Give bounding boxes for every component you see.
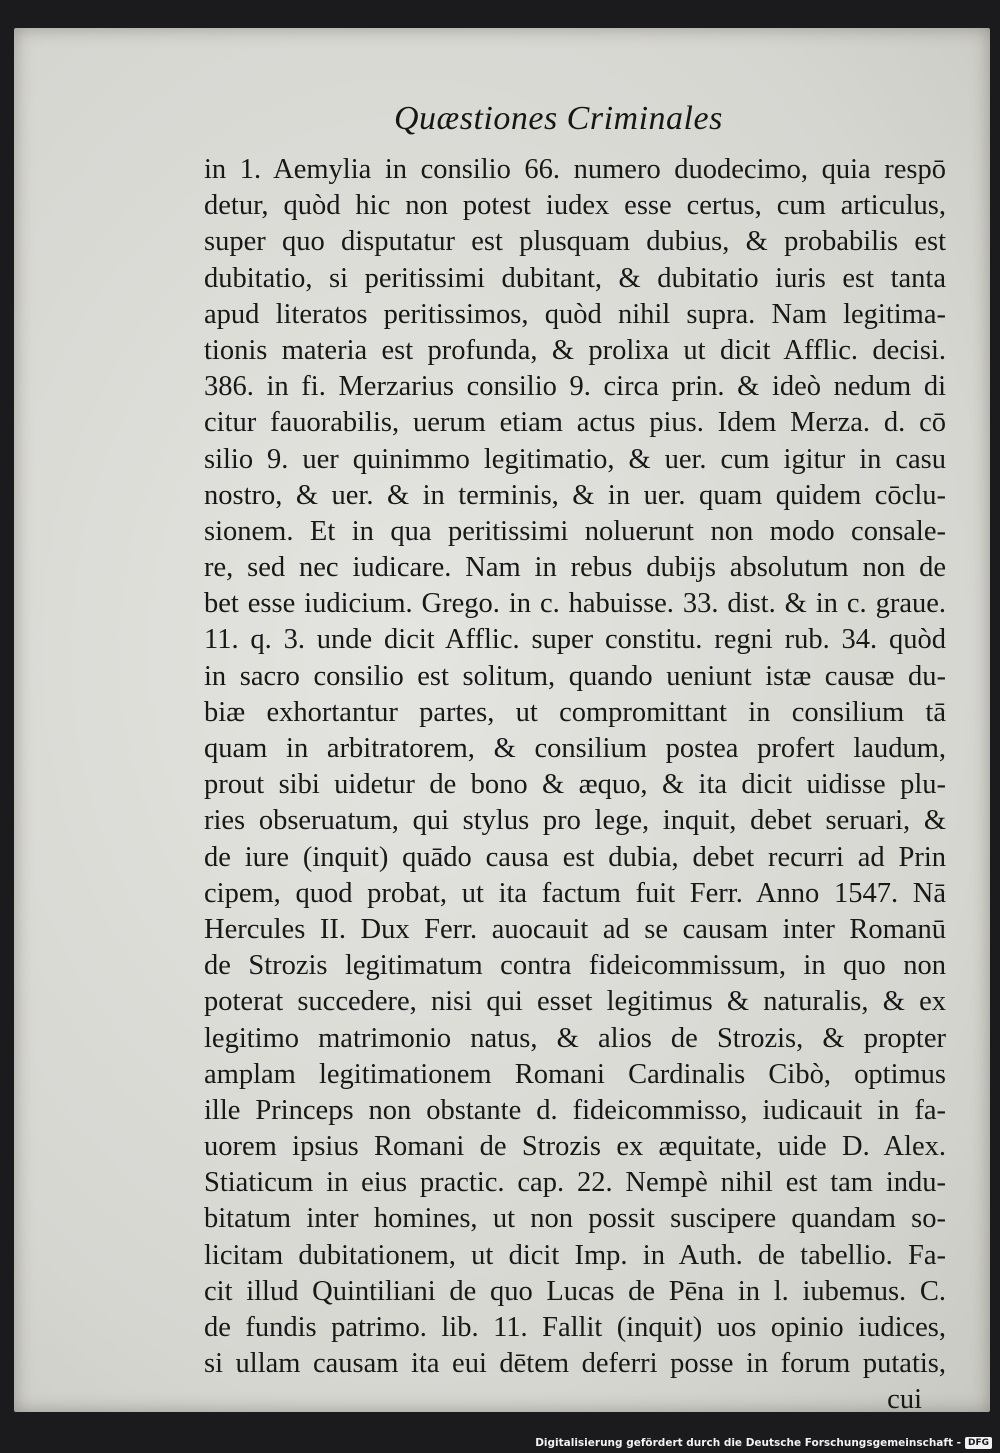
- text-line: prout sibi uidetur de bono & æquo, & ita dicit uidisse plu-: [204, 769, 946, 801]
- text-line: quam in arbitratorem, & consilium postea profert laudum,: [204, 733, 946, 764]
- text-line: re, sed nec iudicare. Nam in rebus dubijs absolutum non de: [204, 552, 946, 584]
- digitization-credit: [535, 1437, 992, 1449]
- catchword: cui: [887, 1384, 922, 1416]
- text-line: 386. in fi. Merzarius consilio 9. circa prin. & ideò nedum di: [204, 371, 946, 403]
- book-page: [14, 28, 990, 1416]
- text-line: in 1. Aemylia in consilio 66. numero duodecimo, quia respō: [204, 154, 946, 185]
- text-line: in sacro consilio est solitum, quando ueniunt istæ causæ du-: [204, 660, 946, 692]
- body-text: [204, 152, 946, 1419]
- text-line: uorem ipsius Romani de Strozis ex æquitate, uide D. Alex.: [204, 1131, 946, 1163]
- text-line: sionem. Et in qua peritissimi noluerunt non modo consale-: [204, 515, 946, 547]
- dfg-logo-icon: DFG: [965, 1437, 992, 1449]
- text-line: amplam legitimationem Romani Cardinalis Cibò, optimus: [204, 1058, 946, 1090]
- running-head: Quæstiones Criminales: [394, 100, 723, 137]
- text-line: nostro, & uer. & in terminis, & in uer. quam quidem cōclu-: [204, 479, 946, 511]
- text-line: 11. q. 3. unde dicit Afflic. super constitu. regni rub. 34. quòd: [204, 624, 946, 656]
- text-line: si ullam causam ita eui dētem deferri posse in forum putatis,: [204, 1348, 946, 1380]
- text-line: Stiaticum in eius practic. cap. 22. Nempè nihil est tam indu-: [204, 1167, 946, 1199]
- text-line: ries obseruatum, qui stylus pro lege, inquit, debet seruari, &: [204, 805, 946, 837]
- text-line: licitam dubitationem, ut dicit Imp. in Auth. de tabellio. Fa-: [204, 1239, 946, 1271]
- text-line: apud literatos peritissimos, quòd nihil supra. Nam legitima-: [204, 298, 946, 330]
- text-line: detur, quòd hic non potest iudex esse certus, cum articulus,: [204, 190, 946, 222]
- text-line: legitimo matrimonio natus, & alios de Strozis, & propter: [204, 1022, 946, 1054]
- text-line: Hercules II. Dux Ferr. auocauit ad se causam inter Romanū: [204, 913, 946, 945]
- text-line: de Strozis legitimatum contra fideicommissum, in quo non: [204, 950, 946, 982]
- text-line: cit illud Quintiliani de quo Lucas de Pēna in l. iubemus. C.: [204, 1275, 946, 1307]
- text-line: super quo disputatur est plusquam dubius, & probabilis est: [204, 226, 946, 258]
- credit-text: Digitalisierung gefördert durch die Deutsche Forschungsgemeinschaft -: [535, 1437, 961, 1449]
- text-line: dubitatio, si peritissimi dubitant, & dubitatio iuris est tanta: [204, 262, 946, 294]
- text-line: cipem, quod probat, ut ita factum fuit Ferr. Anno 1547. Nā: [204, 877, 946, 909]
- text-line: de fundis patrimo. lib. 11. Fallit (inquit) uos opinio iudices,: [204, 1312, 946, 1343]
- text-line: biæ exhortantur partes, ut compromittant in consilium tā: [204, 696, 946, 728]
- text-line: ille Princeps non obstante d. fideicommisso, iudicauit in fa-: [204, 1094, 946, 1126]
- text-line: tionis materia est profunda, & prolixa ut dicit Afflic. decisi.: [204, 334, 946, 366]
- text-line: bitatum inter homines, ut non possit suscipere quandam so-: [204, 1203, 946, 1235]
- text-line: citur fauorabilis, uerum etiam actus pius. Idem Merza. d. cō: [204, 407, 946, 439]
- text-line: bet esse iudicium. Grego. in c. habuisse. 33. dist. & in c. graue.: [204, 588, 946, 620]
- text-line: poterat succedere, nisi qui esset legitimus & naturalis, & ex: [204, 986, 946, 1018]
- text-line: silio 9. uer quinimmo legitimatio, & uer. cum igitur in casu: [204, 443, 946, 475]
- text-line: de iure (inquit) quādo causa est dubia, debet recurri ad Prin: [204, 841, 946, 873]
